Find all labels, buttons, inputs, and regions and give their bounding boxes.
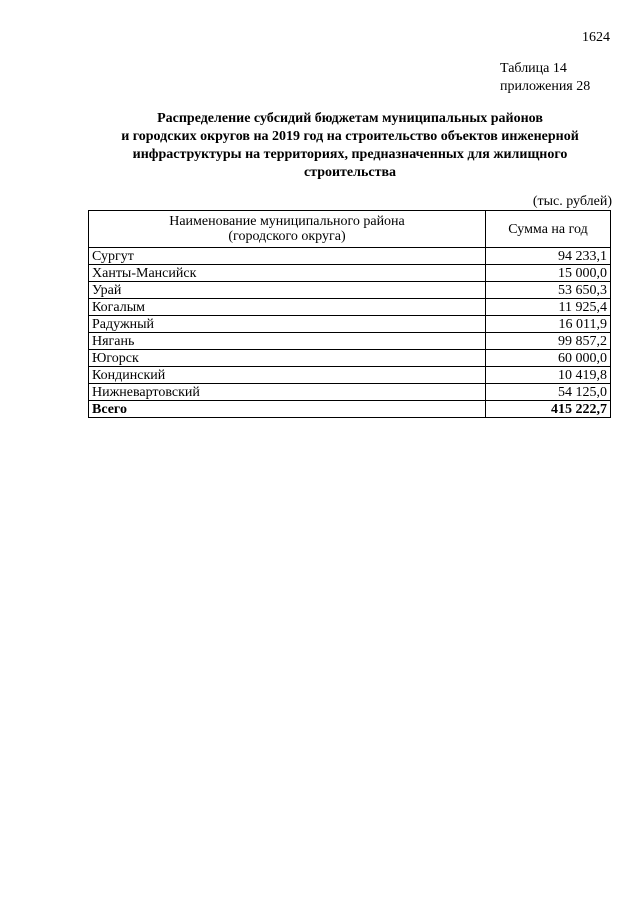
row-sum: 10 419,8 <box>486 367 611 384</box>
subsidy-table <box>88 210 611 418</box>
row-name: Кондинский <box>89 367 486 384</box>
row-sum: 11 925,4 <box>486 299 611 316</box>
row-sum: 15 000,0 <box>486 265 611 282</box>
table-row <box>89 384 611 401</box>
units-label: (тыс. рублей) <box>532 194 612 209</box>
table-row <box>89 350 611 367</box>
table-number-label: Таблица 14 <box>500 61 567 76</box>
table-row <box>89 316 611 333</box>
row-sum: 60 000,0 <box>486 350 611 367</box>
row-name: Югорск <box>89 350 486 367</box>
row-name: Когалым <box>89 299 486 316</box>
row-name: Урай <box>89 282 486 299</box>
row-name: Сургут <box>89 248 486 265</box>
table-row <box>89 248 611 265</box>
total-sum: 415 222,7 <box>486 401 611 418</box>
total-label: Всего <box>89 401 486 418</box>
title-line-4: строительства <box>303 165 397 180</box>
column-header-name-line-1: Наименование муниципального района <box>169 214 405 229</box>
title-line-1: Распределение субсидий бюджетам муниципальных районов <box>157 111 543 126</box>
page-number: 1624 <box>582 30 610 45</box>
column-header-name-line-2: (городского округа) <box>228 229 346 244</box>
column-header-sum: Сумма на год <box>486 211 611 248</box>
table-row <box>89 265 611 282</box>
document-title <box>90 110 610 182</box>
table-row <box>89 333 611 350</box>
table-row <box>89 282 611 299</box>
row-name: Нягань <box>89 333 486 350</box>
row-name: Радужный <box>89 316 486 333</box>
title-line-3: инфраструктуры на территориях, предназначенных для жилищного <box>132 147 568 162</box>
row-sum: 16 011,9 <box>486 316 611 333</box>
row-sum: 99 857,2 <box>486 333 611 350</box>
appendix-reference <box>500 60 610 96</box>
table-row <box>89 299 611 316</box>
row-sum: 54 125,0 <box>486 384 611 401</box>
table-header-row <box>89 211 611 248</box>
appendix-number-label: приложения 28 <box>500 79 591 94</box>
title-line-2: и городских округов на 2019 год на строительство объектов инженерной <box>121 129 579 144</box>
row-sum: 53 650,3 <box>486 282 611 299</box>
row-name: Нижневартовский <box>89 384 486 401</box>
row-sum: 94 233,1 <box>486 248 611 265</box>
table-total-row <box>89 401 611 418</box>
column-header-name <box>89 211 486 248</box>
table-row <box>89 367 611 384</box>
row-name: Ханты-Мансийск <box>89 265 486 282</box>
